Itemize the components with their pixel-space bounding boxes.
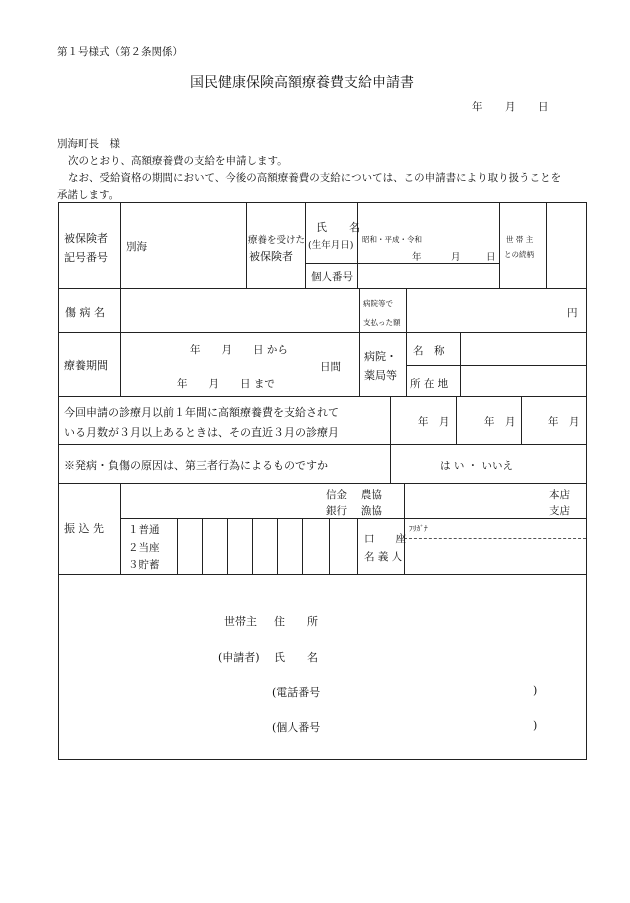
period-from: 年 月 日 から: [190, 344, 288, 356]
hospital-name-label: 名 称: [413, 345, 445, 357]
householder-label: 世帯主: [224, 615, 257, 628]
hospital-name-field[interactable]: [461, 333, 585, 364]
personal-number-field[interactable]: [358, 264, 498, 287]
intro-line-2: なお、受給資格の期間において、今後の高額療養費の支給については、この申請書により取り扱うことを: [68, 172, 562, 184]
recent-month-3[interactable]: 年 月: [548, 416, 580, 428]
account-holder-field[interactable]: [405, 540, 585, 573]
dob-day-label: 日: [486, 252, 496, 263]
address-label: 住 所: [274, 615, 318, 628]
period-label: 療養期間: [64, 359, 108, 372]
recent-month-2[interactable]: 年 月: [484, 416, 516, 428]
days-label: 日間: [320, 361, 341, 373]
account-number-field[interactable]: [178, 519, 356, 573]
insured-label-2: 記号番号: [64, 251, 108, 264]
bank-type-options-2[interactable]: 銀行 漁協: [326, 505, 382, 517]
addressee: 別海町長 様: [57, 138, 120, 150]
phone-close-paren: ): [533, 684, 538, 697]
account-type-savings[interactable]: ３貯蓄: [128, 559, 160, 571]
insured-label-1: 被保険者: [64, 232, 108, 245]
personal-number-label: 個人番号: [311, 271, 353, 283]
third-party-question: ※発病・負傷の原因は、第三者行為によるものですか: [64, 459, 328, 472]
paid-label-2: 支払った額: [363, 318, 401, 327]
branch-head-label: 本店: [549, 489, 570, 501]
applicant-label: (申請者): [218, 651, 260, 664]
patient-name-field[interactable]: [358, 203, 498, 231]
page-title: 国民健康保険高額療養費支給申請書: [190, 75, 414, 91]
hospital-label-2: 薬局等: [364, 369, 397, 382]
recent-month-1[interactable]: 年 月: [418, 416, 450, 428]
account-holder-label-2: 名 義 人: [364, 551, 403, 563]
recent-months-text-2: いる月数が３月以上あるときは、その直近３月の診療月: [64, 426, 339, 439]
date-year-label: 年: [472, 101, 483, 113]
phone-label: (電話番号: [272, 686, 321, 699]
dob-label: (生年月日): [308, 240, 354, 251]
relation-label-2: との続柄: [504, 250, 534, 259]
account-type-ordinary[interactable]: １普通: [128, 524, 160, 536]
applicant-address-field[interactable]: [330, 606, 570, 630]
patient-label-1: 療養を受けた: [248, 235, 306, 246]
insured-number-field[interactable]: [140, 224, 240, 264]
paid-amount-field[interactable]: [407, 289, 562, 331]
applicant-name-label: 氏 名: [274, 651, 318, 664]
hospital-address-field[interactable]: [461, 366, 585, 395]
date-month-label: 月: [505, 101, 516, 113]
branch-name-field[interactable]: [405, 484, 545, 517]
form-number: 第１号様式（第２条関係）: [57, 46, 183, 58]
bank-name-field[interactable]: [121, 484, 321, 517]
era-options: 昭和・平成・令和: [362, 235, 422, 244]
applicant-personal-number-label: (個人番号: [272, 721, 321, 734]
intro-line-3: 承諾します。: [57, 189, 120, 201]
relation-field[interactable]: [547, 203, 585, 287]
personal-number-close-paren: ): [533, 719, 538, 732]
paid-label-1: 病院等で: [363, 299, 393, 308]
account-holder-label-1: 口 座: [364, 533, 406, 545]
dob-month-label: 月: [451, 252, 461, 263]
yen-unit: 円: [567, 307, 578, 319]
applicant-personal-number-field[interactable]: [340, 713, 528, 735]
recent-months-text-1: 今回申請の診療月以前１年間に高額療養費を支給されて: [64, 406, 339, 419]
period-to: 年 月 日 まで: [177, 378, 275, 390]
furigana-label: ﾌﾘｶﾞﾅ: [409, 524, 428, 533]
third-party-answer-options[interactable]: は い ・ いいえ: [440, 460, 514, 472]
phone-number-field[interactable]: [340, 678, 528, 700]
insured-number-prefix: 別海: [126, 241, 147, 253]
disease-label: 傷 病 名: [65, 306, 105, 319]
applicant-name-field[interactable]: [330, 642, 570, 666]
intro-line-1: 次のとおり、高額療養費の支給を申請します。: [68, 155, 288, 167]
transfer-label: 振 込 先: [64, 522, 104, 535]
patient-label-2: 被保険者: [249, 250, 293, 263]
bank-type-options-1[interactable]: 信金 農協: [326, 489, 382, 501]
account-type-current[interactable]: ２当座: [128, 542, 160, 554]
dob-year-label: 年: [412, 252, 422, 263]
name-label: 氏 名: [316, 221, 360, 234]
hospital-address-label: 所 在 地: [410, 378, 449, 390]
disease-field[interactable]: [121, 289, 358, 331]
branch-sub-label: 支店: [549, 505, 570, 517]
hospital-label-1: 病院・: [364, 350, 397, 363]
date-day-label: 日: [538, 101, 549, 113]
relation-label-1: 世 帯 主: [506, 235, 534, 244]
